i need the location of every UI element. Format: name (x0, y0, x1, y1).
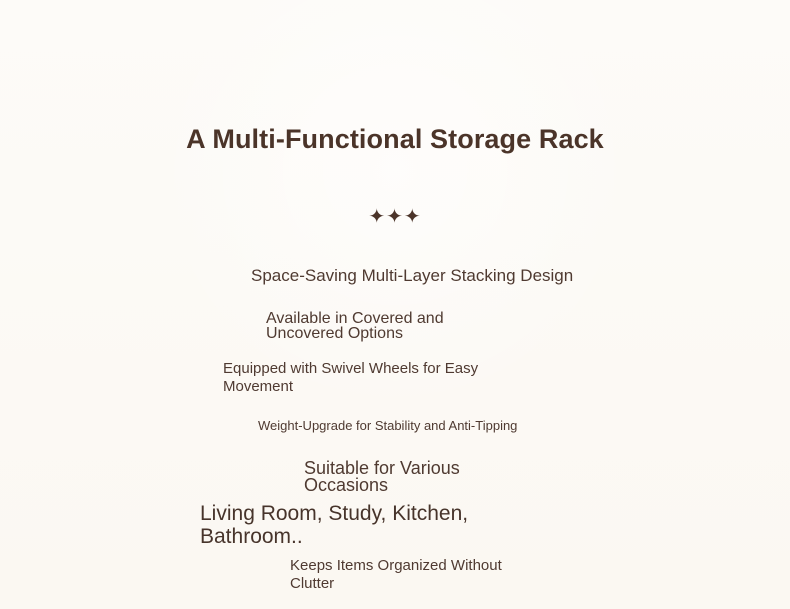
feature-occasions: Suitable for Various Occasions (304, 458, 460, 495)
feature-swivel-wheels: Equipped with Swivel Wheels for Easy Movement (223, 360, 479, 395)
feature-space-saving: Space-Saving Multi-Layer Stacking Design (251, 266, 574, 285)
feature-covered-options: Available in Covered and Uncovered Options (266, 310, 444, 342)
feature-organized: Keeps Items Organized Without Clutter (290, 557, 502, 592)
page-title: A Multi-Functional Storage Rack (186, 124, 604, 154)
decorative-stars-icon: ✦✦✦ (368, 206, 422, 228)
feature-rooms: Living Room, Study, Kitchen, Bathroom.. (200, 502, 469, 548)
feature-weight-upgrade: Weight-Upgrade for Stability and Anti-Tipping (258, 418, 518, 433)
